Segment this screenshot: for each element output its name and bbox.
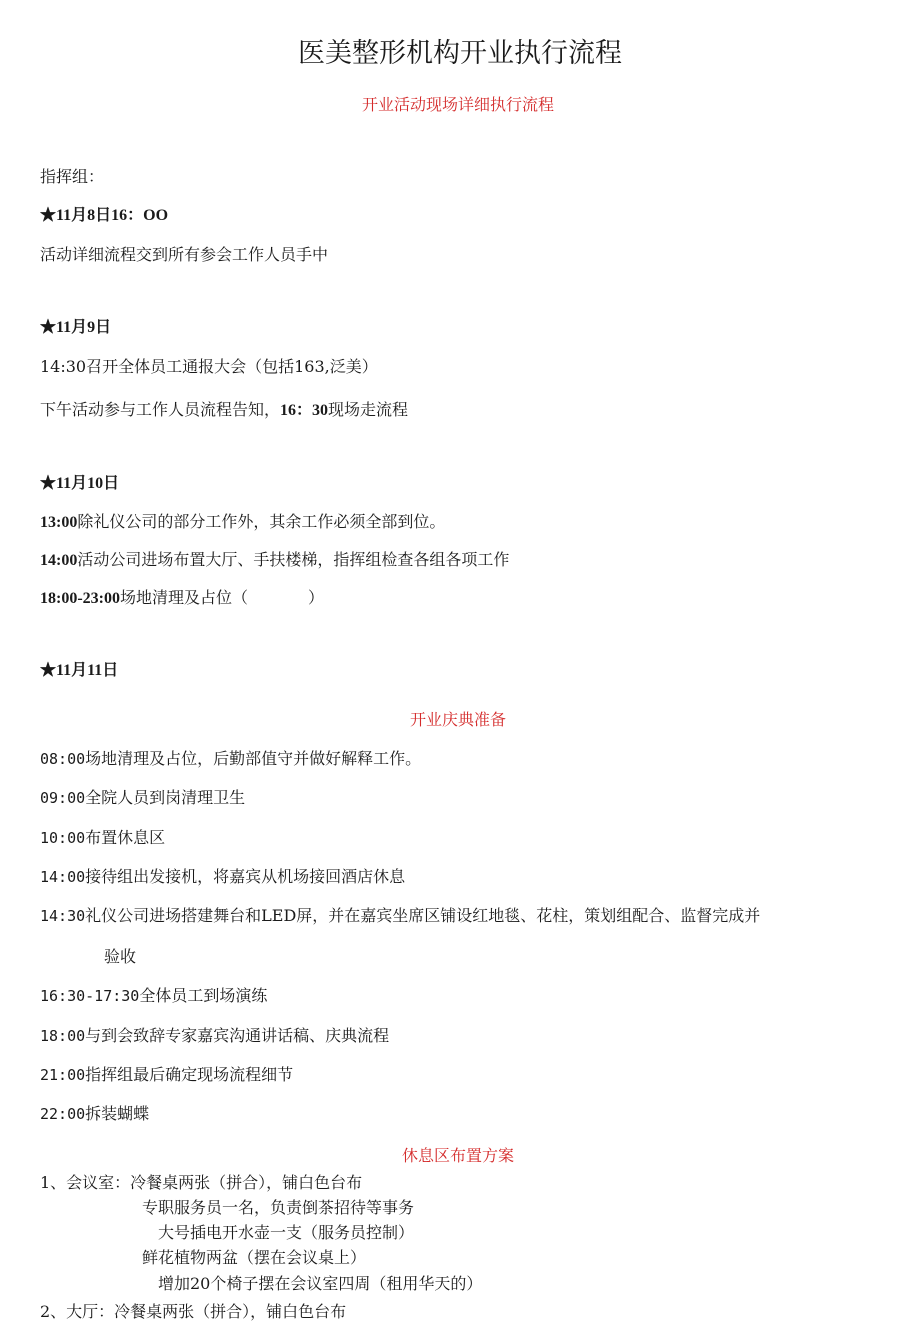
day3-line1-time: 13:00 (40, 514, 78, 531)
schedule-item (40, 988, 267, 1004)
schedule-text: 接待组出发接机，将嘉宾从机场接回酒店休息 (85, 867, 406, 886)
section-heading-ceremony: 开业庆典准备 (409, 710, 506, 729)
schedule-text: 场地清理及占位，后勤部值守并做好解释工作。 (85, 749, 422, 768)
schedule-time: 08:00 (40, 750, 86, 768)
day3-line2 (40, 552, 509, 569)
schedule-time: 22:00 (40, 1105, 86, 1123)
schedule-text: 拆装蝴蝶 (85, 1104, 150, 1123)
rest-area-line: 增加20个椅子摆在会议室四周（租用华天的） (158, 1274, 483, 1293)
schedule-text: 指挥组最后确定现场流程细节 (85, 1065, 294, 1084)
rest-area-line: 1、会议室：冷餐桌两张（拼合），铺白色台布 (40, 1173, 363, 1192)
schedule-time: 14:30 (40, 907, 86, 925)
day-header-nov10: ★11月10日 (40, 475, 120, 492)
day3-line3-text-a: 场地清理及占位（ (119, 588, 248, 607)
schedule-item (40, 1106, 149, 1122)
day2-line2 (40, 402, 408, 419)
schedule-time: 16:30-17:30 (40, 987, 140, 1005)
schedule-text: 布置休息区 (85, 828, 166, 847)
schedule-item (40, 790, 245, 806)
schedule-time: 18:00 (40, 1027, 86, 1045)
schedule-time: 09:00 (40, 789, 86, 807)
schedule-item (40, 908, 760, 924)
day-header-nov9: ★11月9日 (40, 319, 112, 336)
rest-area-line: 鲜花植物两盆（摆在会议桌上） (142, 1248, 367, 1267)
day-header-nov11: ★11月11日 (40, 662, 119, 679)
rest-area-line: 专职服务员一名，负责倒茶招待等事务 (142, 1198, 415, 1217)
page-subtitle: 开业活动现场详细执行流程 (361, 95, 554, 114)
rest-area-line: 大号插电开水壶一支（服务员控制） (158, 1223, 415, 1242)
day3-line2-time: 14:00 (40, 552, 78, 569)
schedule-text: 全体员工到场演练 (139, 986, 268, 1005)
schedule-time: 10:00 (40, 829, 86, 847)
schedule-item (40, 830, 165, 846)
schedule-item (40, 1067, 293, 1083)
day3-line3-text-b: ） (308, 588, 325, 607)
day3-line1-text: 除礼仪公司的部分工作外，其余工作必须全部到位。 (77, 512, 446, 531)
day3-line3 (40, 590, 324, 607)
section-heading-rest-area: 休息区布置方案 (401, 1146, 514, 1165)
schedule-continuation (104, 949, 136, 965)
schedule-item (40, 1028, 389, 1044)
day-header-nov8: ★11月8日16：OO (40, 207, 169, 224)
schedule-text: 礼仪公司进场搭建舞台和LED屏，并在嘉宾坐席区铺设红地毯、花柱，策划组配合、监督完成并 (85, 906, 761, 925)
schedule-text: 验收 (104, 947, 137, 966)
schedule-text: 与到会致辞专家嘉宾沟通讲话稿、庆典流程 (85, 1026, 390, 1045)
page-title: 医美整形机构开业执行流程 (298, 38, 622, 69)
day3-line2-text: 活动公司进场布置大厅、手扶楼梯，指挥组检查各组各项工作 (77, 550, 510, 569)
day3-line1 (40, 514, 445, 531)
day2-line1: 14:30召开全体员工通报大会（包括163,泛美） (40, 357, 378, 376)
group-label: 指挥组： (40, 167, 105, 186)
schedule-item (40, 751, 421, 767)
schedule-time: 21:00 (40, 1066, 86, 1084)
day2-line2-time: 16：30 (280, 402, 329, 419)
day1-line1: 活动详细流程交到所有参会工作人员手中 (40, 245, 329, 264)
rest-area-line: 2、大厅：冷餐桌两张（拼合），铺白色台布 (40, 1302, 347, 1321)
day2-line2-c: 现场走流程 (328, 400, 409, 419)
schedule-time: 14:00 (40, 868, 86, 886)
schedule-item (40, 869, 405, 885)
day3-line3-time: 18:00-23:00 (40, 590, 120, 607)
schedule-text: 全院人员到岗清理卫生 (85, 788, 246, 807)
day2-line2-a: 下午活动参与工作人员流程告知， (40, 400, 281, 419)
